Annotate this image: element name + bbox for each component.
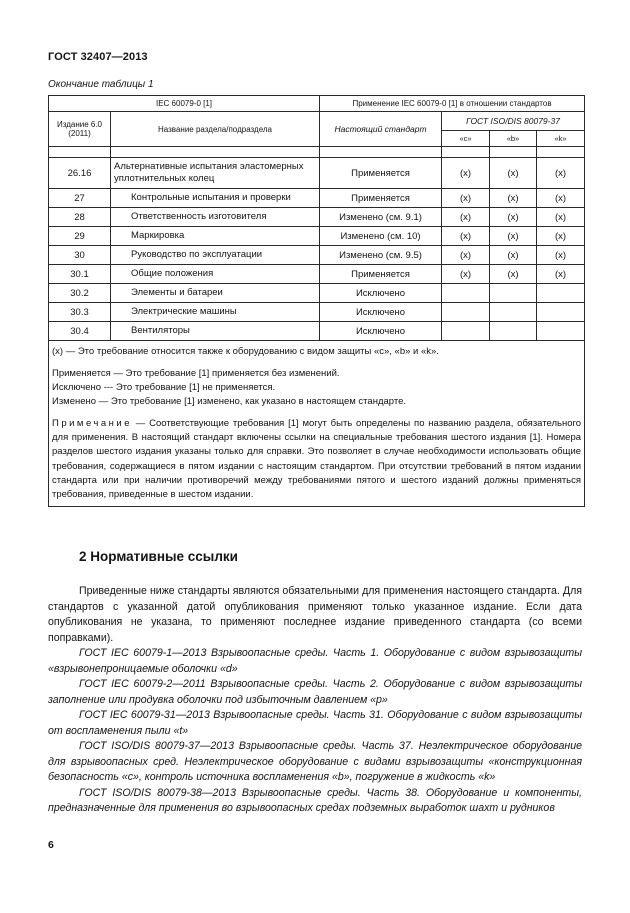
header-iec: IEC 60079-0 [1] (49, 96, 320, 112)
document-header: ГОСТ 32407—2013 (48, 51, 148, 63)
table-row: 29 Маркировка Изменено (см. 10) (x) (x) (x) (49, 227, 585, 246)
table-row: 30 Руководство по эксплуатации Изменено (см. 9.5) (x) (x) (x) (49, 246, 585, 265)
header-this-standard: Настоящий стандарт (320, 112, 442, 147)
table-row: 30.4 Вентиляторы Исключено (49, 322, 585, 341)
header-edition: Издание 6.0 (2011) (49, 112, 111, 147)
table-notes (49, 341, 585, 507)
reference-item: ГОСТ ISO/DIS 80079-37—2013 Взрывоопасные среды. Часть 37. Неэлектрическое оборудование для взрывоопасных сред. Неэлектрическое оборудование с видами взрывозащиты «конструкционная безопасность «c», контроль источника воспламенения «b», погружение в жидкость «k» (48, 740, 582, 783)
table-row: 26.16 Альтернативные испытания эластомерных уплотнительных колец Применяется (x) (x) (x) (49, 158, 585, 189)
table-row: 30.2 Элементы и батареи Исключено (49, 284, 585, 303)
reference-item: ГОСТ ISO/DIS 80079-38—2013 Взрывоопасные среды. Часть 38. Оборудование и компоненты, предназначенные для применения во взрывоопасных средах подземных выработок шахт и рудников (48, 786, 582, 814)
section-intro: Приведенные ниже стандарты являются обязательными для применения настоящего стандарта. Для стандартов с указанной датой опубликования применяют только указанное издание. Если дата опубликования не указана, то применяют последнее издание приведенного стандарта (со всеми поправками). (48, 585, 582, 644)
table-row: 30.3 Электрические машины Исключено (49, 303, 585, 322)
table-row: 28 Ответственность изготовителя Изменено (см. 9.1) (x) (x) (x) (49, 208, 585, 227)
page-number: 6 (48, 839, 54, 851)
section-body (48, 584, 582, 817)
reference-item: ГОСТ IEC 60079-31—2013 Взрывоопасные среды. Часть 31. Оборудование с видом взрывозащиты от воспламенения пыли «t» (48, 709, 582, 737)
section-title: 2 Нормативные ссылки (79, 549, 238, 564)
note-excluded: Исключено --- Это требование [1] не применяется. (52, 381, 276, 393)
note-changed: Изменено — Это требование [1] изменено, как указано в настоящем стандарте. (52, 395, 407, 407)
header-k: «k» (537, 131, 585, 147)
header-section-name: Название раздела/подраздела (111, 112, 320, 147)
reference-item: ГОСТ IEC 60079-2—2011 Взрывоопасные среды. Часть 2. Оборудование с видом взрывозащиты заполнение или продувка оболочки под избыточным давлением «p» (48, 678, 582, 706)
note-applied: Применяется — Это требование [1] применяется без изменений. (52, 367, 340, 379)
table-remark (52, 417, 581, 502)
note-x: (x) — Это требование относится также к оборудованию с видом защиты «c», «b» и «k». (52, 345, 439, 357)
remark-label: Примечание (52, 417, 132, 429)
remark-text: — Соответствующие требования [1] могут быть определены по названию раздела, обязательного для применения. В настоящий стандарт включены ссылки на специальные требования шестого издания [1]. Номера разделов шестого издания указаны только для справки. Это позволяет в случае необходимости использовать общие требования, содержащиеся в пятом издании с настоящим стандартом. При отсутствии требований в пятом издании стандарта или при наличии противоречий между требованиями пятого и шестого изданий должны применяться требования, приведенные в шестом издании. (52, 417, 582, 500)
reference-item: ГОСТ IEC 60079-1—2013 Взрывоопасные среды. Часть 1. Оборудование с видом взрывозащиты «взрывонепроницаемые оболочки «d» (48, 647, 582, 675)
header-gost-iso: ГОСТ ISO/DIS 80079-37 (442, 112, 585, 131)
table-caption: Окончание таблицы 1 (48, 79, 154, 90)
header-application: Применение IEC 60079-0 [1] в отношении стандартов (320, 96, 585, 112)
header-b: «b» (490, 131, 537, 147)
standards-table (48, 95, 585, 507)
header-c: «c» (442, 131, 490, 147)
table-row: 30.1 Общие положения Применяется (x) (x) (x) (49, 265, 585, 284)
table-row: 27 Контрольные испытания и проверки Применяется (x) (x) (x) (49, 189, 585, 208)
